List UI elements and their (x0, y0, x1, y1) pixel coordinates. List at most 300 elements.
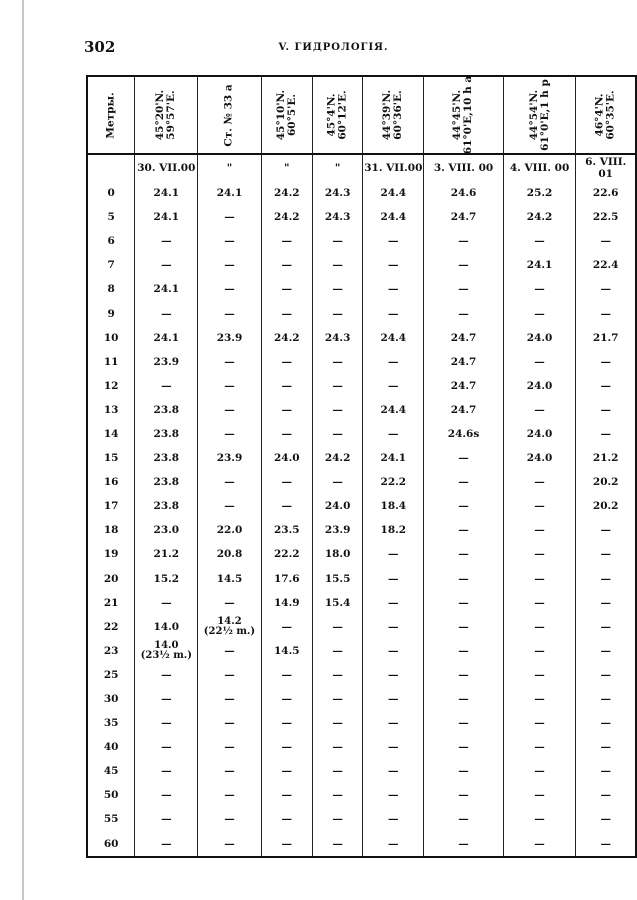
temperature-cell: — (198, 398, 261, 422)
temperature-cell: — (198, 735, 261, 759)
temperature-cell: — (198, 807, 261, 831)
temperature-cell: — (363, 253, 424, 277)
temperature-cell: — (576, 832, 636, 857)
page-edge (22, 0, 24, 900)
temperature-cell: 22.6 (576, 181, 636, 205)
temperature-cell: — (312, 759, 362, 783)
temperature-cell: 20.2 (576, 470, 636, 494)
header-label: 45°20'N. 59°57'E. (154, 89, 178, 141)
temperature-cell: 24.4 (363, 326, 424, 350)
temperature-cell: — (576, 422, 636, 446)
temperature-cell: — (198, 253, 261, 277)
date-cell: " (261, 154, 312, 181)
temperature-cell: — (576, 518, 636, 542)
date-cell (87, 154, 135, 181)
temperature-cell: 20.2 (576, 494, 636, 518)
temperature-cell: — (198, 422, 261, 446)
temperature-cell: 24.1 (198, 181, 261, 205)
table-row (87, 542, 636, 566)
table-row (87, 735, 636, 759)
temperature-cell: 23.8 (135, 398, 198, 422)
temperature-cell: — (576, 687, 636, 711)
temperature-cell: — (261, 422, 312, 446)
temperature-cell: — (261, 374, 312, 398)
temperature-cell: 24.6 (424, 181, 503, 205)
temperature-cell: — (424, 446, 503, 470)
temperature-cell: — (424, 277, 503, 301)
temperature-cell: 22.0 (198, 518, 261, 542)
table-row (87, 205, 636, 229)
table-row (87, 832, 636, 857)
temperature-cell: — (261, 398, 312, 422)
temperature-cell: 23.0 (135, 518, 198, 542)
temperature-cell: 24.2 (261, 326, 312, 350)
temperature-cell: — (424, 542, 503, 566)
table-row (87, 663, 636, 687)
temperature-cell: — (424, 567, 503, 591)
temperature-cell: — (363, 807, 424, 831)
temperature-cell: — (198, 687, 261, 711)
temperature-cell: 24.2 (261, 181, 312, 205)
temperature-cell: — (312, 687, 362, 711)
temperature-cell: — (261, 253, 312, 277)
date-cell: 31. VII.00 (363, 154, 424, 181)
temperature-cell: 14.0 (135, 615, 198, 639)
temperature-cell: — (312, 253, 362, 277)
temperature-cell: — (198, 663, 261, 687)
header-label: 45°4'N. 60°12'E. (325, 90, 349, 140)
table-row (87, 181, 636, 205)
temperature-cell: — (576, 807, 636, 831)
temperature-cell: — (363, 374, 424, 398)
depth-cell: 13 (87, 398, 135, 422)
temperature-cell: 24.0 (503, 446, 576, 470)
temperature-cell: — (312, 422, 362, 446)
temperature-cell: 24.1 (135, 205, 198, 229)
header-station (424, 76, 503, 154)
temperature-cell: — (363, 663, 424, 687)
temperature-cell: — (312, 350, 362, 374)
temperature-cell: — (424, 711, 503, 735)
temperature-cell: 14.5 (261, 639, 312, 663)
temperature-cell: — (576, 542, 636, 566)
depth-cell: 5 (87, 205, 135, 229)
table-row (87, 229, 636, 253)
temperature-cell: 23.8 (135, 470, 198, 494)
depth-cell: 18 (87, 518, 135, 542)
depth-cell: 17 (87, 494, 135, 518)
depth-cell: 16 (87, 470, 135, 494)
table-row (87, 783, 636, 807)
temperature-cell: — (312, 301, 362, 325)
table-row (87, 591, 636, 615)
temperature-cell: — (261, 615, 312, 639)
depth-cell: 60 (87, 832, 135, 857)
temperature-cell: — (424, 494, 503, 518)
table-row (87, 350, 636, 374)
temperature-cell: 21.2 (135, 542, 198, 566)
temperature-cell: — (424, 591, 503, 615)
temperature-cell: — (312, 229, 362, 253)
temperature-cell: 23.5 (261, 518, 312, 542)
depth-cell: 8 (87, 277, 135, 301)
temperature-cell: — (503, 687, 576, 711)
temperature-cell: — (198, 374, 261, 398)
temperature-cell: — (503, 783, 576, 807)
temperature-cell: — (503, 591, 576, 615)
depth-cell: 14 (87, 422, 135, 446)
temperature-cell: — (261, 229, 312, 253)
temperature-cell: — (198, 759, 261, 783)
temperature-cell: — (503, 518, 576, 542)
temperature-cell: — (503, 807, 576, 831)
temperature-cell: 24.3 (312, 205, 362, 229)
temperature-cell: — (312, 639, 362, 663)
temperature-cell: 22.5 (576, 205, 636, 229)
temperature-cell: — (424, 639, 503, 663)
header-station (135, 76, 198, 154)
temperature-cell: 24.7 (424, 398, 503, 422)
temperature-cell: — (198, 229, 261, 253)
table-row (87, 398, 636, 422)
temperature-cell: 24.3 (312, 181, 362, 205)
table-row (87, 518, 636, 542)
temperature-cell: 18.4 (363, 494, 424, 518)
temperature-cell: — (503, 759, 576, 783)
temperature-cell: — (363, 422, 424, 446)
temperature-cell: — (312, 615, 362, 639)
temperature-cell: — (363, 542, 424, 566)
temperature-cell: — (576, 639, 636, 663)
temperature-cell: — (261, 711, 312, 735)
header-label: 44°45'N. 61°0'E,10 h a (451, 75, 475, 155)
temperature-cell: — (424, 253, 503, 277)
temperature-cell: — (363, 639, 424, 663)
depth-cell: 50 (87, 783, 135, 807)
temperature-cell: — (424, 687, 503, 711)
depth-cell: 9 (87, 301, 135, 325)
temperature-cell: — (312, 783, 362, 807)
header-label: 45°10'N. 60°5'E. (274, 89, 298, 141)
header-station (198, 76, 261, 154)
temperature-cell: — (424, 229, 503, 253)
temperature-cell: 21.7 (576, 326, 636, 350)
temperature-cell: — (576, 277, 636, 301)
header-label: Метры. (104, 92, 117, 139)
temperature-cell: — (363, 735, 424, 759)
table-row (87, 253, 636, 277)
temperature-cell: 15.2 (135, 567, 198, 591)
temperature-cell: — (198, 591, 261, 615)
temperature-cell: — (576, 615, 636, 639)
temperature-cell: 14.0 (23½ m.) (135, 639, 198, 663)
temperature-cell: — (312, 832, 362, 857)
temperature-cell: — (503, 567, 576, 591)
temperature-cell: — (198, 301, 261, 325)
temperature-cell: — (198, 639, 261, 663)
temperature-cell: 24.7 (424, 205, 503, 229)
temperature-cell: — (363, 759, 424, 783)
temperature-cell: 23.8 (135, 422, 198, 446)
depth-cell: 11 (87, 350, 135, 374)
temperature-cell: — (363, 783, 424, 807)
temperature-cell: — (363, 687, 424, 711)
table-row (87, 277, 636, 301)
temperature-cell: — (198, 350, 261, 374)
header-station (576, 76, 636, 154)
temperature-cell: — (503, 470, 576, 494)
temperature-cell: — (312, 735, 362, 759)
temperature-cell: — (261, 470, 312, 494)
temperature-cell: — (135, 735, 198, 759)
temperature-cell: — (312, 663, 362, 687)
temperature-cell: — (261, 301, 312, 325)
temperature-cell: 24.0 (312, 494, 362, 518)
temperature-cell: — (576, 398, 636, 422)
temperature-cell: — (261, 735, 312, 759)
depth-cell: 55 (87, 807, 135, 831)
temperature-cell: 24.3 (312, 326, 362, 350)
temperature-table (86, 75, 637, 858)
temperature-cell: — (261, 807, 312, 831)
temperature-cell: 24.2 (312, 446, 362, 470)
temperature-cell: 24.4 (363, 398, 424, 422)
temperature-cell: 18.0 (312, 542, 362, 566)
temperature-cell: — (261, 759, 312, 783)
temperature-cell: 23.9 (135, 350, 198, 374)
temperature-cell: — (135, 229, 198, 253)
temperature-cell: — (576, 759, 636, 783)
table-row (87, 759, 636, 783)
depth-cell: 15 (87, 446, 135, 470)
temperature-cell: — (135, 807, 198, 831)
date-cell: " (198, 154, 261, 181)
temperature-cell: 23.9 (198, 326, 261, 350)
table-row (87, 494, 636, 518)
temperature-cell: — (135, 663, 198, 687)
temperature-cell: — (503, 398, 576, 422)
temperature-cell: — (503, 350, 576, 374)
temperature-cell: — (135, 783, 198, 807)
temperature-cell: 24.2 (503, 205, 576, 229)
running-head: V. ГИДРОЛОГІЯ. (278, 42, 389, 53)
header-depth (87, 76, 135, 154)
temperature-cell: — (135, 759, 198, 783)
depth-cell: 6 (87, 229, 135, 253)
temperature-cell: — (503, 711, 576, 735)
temperature-cell: — (576, 374, 636, 398)
table-row (87, 374, 636, 398)
temperature-cell: — (576, 735, 636, 759)
temperature-cell: — (576, 663, 636, 687)
temperature-cell: — (198, 783, 261, 807)
temperature-cell: — (261, 663, 312, 687)
temperature-cell: — (503, 615, 576, 639)
depth-cell: 22 (87, 615, 135, 639)
temperature-cell: 24.1 (135, 277, 198, 301)
table-row (87, 639, 636, 663)
temperature-cell: — (424, 518, 503, 542)
temperature-cell: 14.5 (198, 567, 261, 591)
temperature-cell: — (198, 832, 261, 857)
temperature-cell: 23.8 (135, 494, 198, 518)
temperature-cell: 22.4 (576, 253, 636, 277)
header-station (312, 76, 362, 154)
header-label: 44°54'N. 61°0'E,1 h p (527, 79, 551, 151)
temperature-cell: — (424, 807, 503, 831)
temperature-cell: — (363, 229, 424, 253)
temperature-cell: — (424, 759, 503, 783)
temperature-cell: — (363, 615, 424, 639)
temperature-cell: 25.2 (503, 181, 576, 205)
temperature-cell: — (198, 711, 261, 735)
depth-cell: 40 (87, 735, 135, 759)
table-row (87, 711, 636, 735)
temperature-cell: 15.4 (312, 591, 362, 615)
temperature-cell: — (576, 591, 636, 615)
header-row (87, 76, 636, 154)
temperature-cell: 24.1 (135, 326, 198, 350)
date-cell: 30. VII.00 (135, 154, 198, 181)
temperature-cell: — (424, 832, 503, 857)
temperature-cell: 24.0 (503, 326, 576, 350)
temperature-cell: — (424, 663, 503, 687)
temperature-cell: — (135, 687, 198, 711)
temperature-cell: 23.9 (312, 518, 362, 542)
temperature-cell: — (424, 615, 503, 639)
temperature-cell: 22.2 (261, 542, 312, 566)
table-row (87, 470, 636, 494)
table-row (87, 422, 636, 446)
temperature-cell: — (312, 277, 362, 301)
temperature-cell: — (312, 711, 362, 735)
date-row (87, 154, 636, 181)
temperature-cell: 14.9 (261, 591, 312, 615)
depth-cell: 12 (87, 374, 135, 398)
temperature-cell: 24.6s (424, 422, 503, 446)
depth-cell: 21 (87, 591, 135, 615)
temperature-cell: — (503, 639, 576, 663)
temperature-cell: — (576, 567, 636, 591)
depth-cell: 25 (87, 663, 135, 687)
temperature-cell: 24.4 (363, 181, 424, 205)
table-row (87, 446, 636, 470)
temperature-cell: 23.8 (135, 446, 198, 470)
temperature-cell: — (198, 494, 261, 518)
temperature-cell: — (576, 711, 636, 735)
depth-cell: 20 (87, 567, 135, 591)
temperature-cell: 20.8 (198, 542, 261, 566)
temperature-cell: — (363, 567, 424, 591)
temperature-cell: — (576, 350, 636, 374)
temperature-cell: — (424, 783, 503, 807)
temperature-cell: — (503, 301, 576, 325)
temperature-cell: — (261, 350, 312, 374)
temperature-cell: — (363, 350, 424, 374)
temperature-cell: — (312, 470, 362, 494)
temperature-cell: 24.1 (135, 181, 198, 205)
temperature-cell: 24.0 (503, 374, 576, 398)
temperature-cell: — (576, 783, 636, 807)
temperature-cell: — (198, 205, 261, 229)
header-station (363, 76, 424, 154)
temperature-cell: — (198, 470, 261, 494)
temperature-cell: 18.2 (363, 518, 424, 542)
temperature-cell: — (424, 301, 503, 325)
temperature-cell: — (135, 374, 198, 398)
temperature-cell: — (363, 301, 424, 325)
temperature-cell: — (135, 832, 198, 857)
depth-cell: 23 (87, 639, 135, 663)
temperature-cell: — (503, 277, 576, 301)
temperature-cell: 17.6 (261, 567, 312, 591)
table-row (87, 301, 636, 325)
temperature-cell: — (312, 374, 362, 398)
temperature-cell: 23.9 (198, 446, 261, 470)
temperature-cell: 24.0 (503, 422, 576, 446)
temperature-cell: — (261, 277, 312, 301)
temperature-cell: — (576, 229, 636, 253)
header-station (503, 76, 576, 154)
temperature-cell: — (135, 591, 198, 615)
temperature-cell: — (503, 735, 576, 759)
header-label: Ст. № 33 a (222, 84, 235, 147)
temperature-cell: — (503, 229, 576, 253)
temperature-cell: — (424, 470, 503, 494)
temperature-cell: — (503, 663, 576, 687)
temperature-cell: — (261, 687, 312, 711)
temperature-cell: — (261, 494, 312, 518)
temperature-cell: — (503, 832, 576, 857)
temperature-cell: 24.7 (424, 374, 503, 398)
temperature-cell: 24.7 (424, 326, 503, 350)
date-cell: 6. VIII. 01 (576, 154, 636, 181)
table-row (87, 687, 636, 711)
temperature-cell: — (363, 711, 424, 735)
temperature-cell: — (576, 301, 636, 325)
temperature-cell: — (198, 277, 261, 301)
depth-cell: 19 (87, 542, 135, 566)
page-number: 302 (84, 38, 116, 56)
date-cell: 3. VIII. 00 (424, 154, 503, 181)
temperature-cell: — (503, 542, 576, 566)
temperature-cell: — (424, 735, 503, 759)
header-label: 46°4'N. 60°35'E. (593, 90, 617, 140)
temperature-cell: 21.2 (576, 446, 636, 470)
date-cell: " (312, 154, 362, 181)
temperature-cell: 24.0 (261, 446, 312, 470)
depth-cell: 45 (87, 759, 135, 783)
depth-cell: 35 (87, 711, 135, 735)
temperature-cell: — (135, 253, 198, 277)
header-station (261, 76, 312, 154)
temperature-cell: 24.7 (424, 350, 503, 374)
table-row (87, 326, 636, 350)
table-row (87, 807, 636, 831)
temperature-cell: — (503, 494, 576, 518)
header-label: 44°39'N. 60°36'E. (381, 89, 405, 141)
depth-cell: 7 (87, 253, 135, 277)
temperature-cell: 24.1 (363, 446, 424, 470)
temperature-cell: 24.4 (363, 205, 424, 229)
temperature-cell: — (363, 832, 424, 857)
depth-cell: 10 (87, 326, 135, 350)
temperature-cell: — (261, 832, 312, 857)
depth-cell: 0 (87, 181, 135, 205)
temperature-cell: 24.2 (261, 205, 312, 229)
temperature-cell: — (261, 783, 312, 807)
temperature-cell: — (312, 807, 362, 831)
